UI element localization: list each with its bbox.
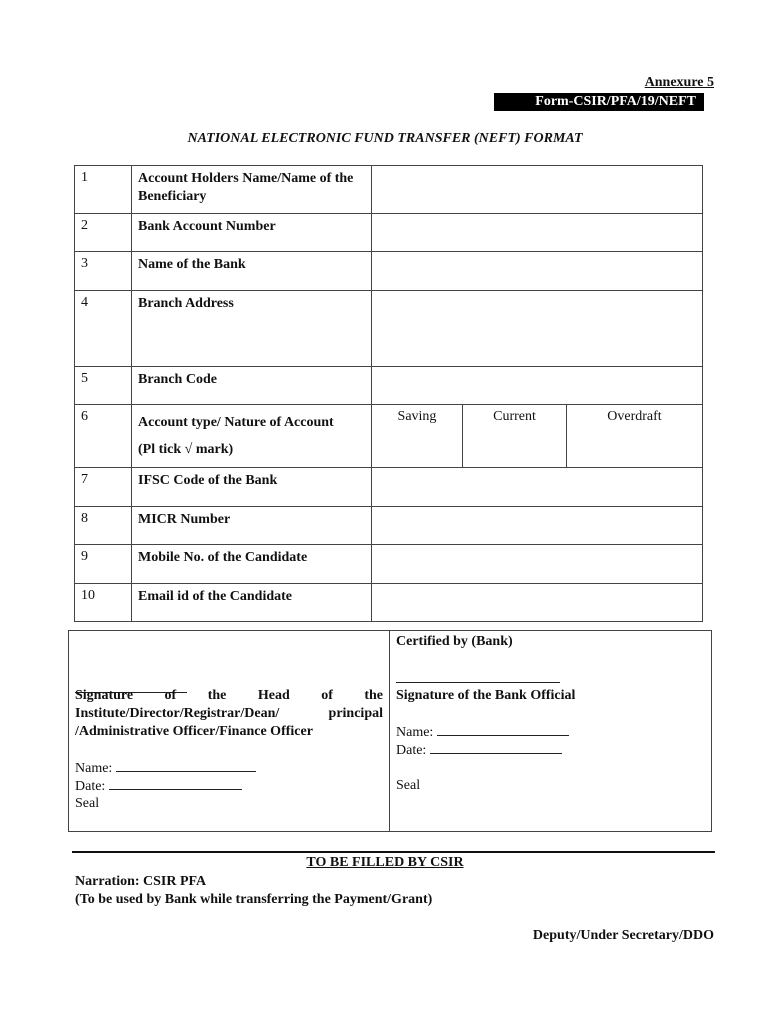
page-title: NATIONAL ELECTRONIC FUND TRANSFER (NEFT) FORMAT bbox=[187, 131, 583, 146]
bank-name-field[interactable] bbox=[372, 252, 703, 291]
annexure-label: Annexure 5 bbox=[644, 75, 714, 90]
row-number: 2 bbox=[75, 214, 132, 252]
row-label bbox=[132, 405, 372, 468]
table-row bbox=[75, 545, 703, 584]
branch-address-field[interactable] bbox=[372, 291, 703, 367]
tick-instruction: (Pl tick √ mark) bbox=[138, 442, 234, 457]
table-row bbox=[75, 291, 703, 367]
micr-number-field[interactable] bbox=[372, 507, 703, 545]
name-label: Name: bbox=[396, 725, 434, 740]
head-seal-label: Seal bbox=[75, 796, 100, 811]
head-signature-title: Signature of the Head of the Institute/Director/Registrar/Dean/ principal /Administrative Officer/Finance Officer bbox=[75, 688, 383, 739]
csir-section-heading: TO BE FILLED BY CSIR bbox=[306, 855, 464, 870]
bank-note-text: (To be used by Bank while transferring the Payment/Grant) bbox=[75, 892, 433, 907]
date-label: Date: bbox=[75, 779, 106, 794]
designation-text: Deputy/Under Secretary/DDO bbox=[532, 928, 714, 943]
option-current[interactable]: Current bbox=[463, 405, 567, 468]
row-label: Mobile No. of the Candidate bbox=[132, 545, 372, 584]
option-overdraft[interactable]: Overdraft bbox=[567, 405, 703, 468]
row-label: Account Holders Name/Name of the Beneficiary bbox=[132, 166, 372, 214]
bank-seal-label: Seal bbox=[396, 778, 421, 793]
bank-signature-title: Signature of the Bank Official bbox=[396, 688, 576, 703]
name-label: Name: bbox=[75, 761, 113, 776]
certified-by-label: Certified by (Bank) bbox=[396, 634, 513, 649]
table-row bbox=[75, 507, 703, 545]
neft-details-table bbox=[74, 165, 703, 622]
narration-text: Narration: CSIR PFA bbox=[75, 874, 207, 889]
account-number-field[interactable] bbox=[372, 214, 703, 252]
head-date-field[interactable] bbox=[75, 777, 242, 796]
option-saving[interactable]: Saving bbox=[372, 405, 463, 468]
date-label: Date: bbox=[396, 743, 427, 758]
signature-divider bbox=[389, 630, 390, 832]
beneficiary-name-field[interactable] bbox=[372, 166, 703, 214]
row-number: 6 bbox=[75, 405, 132, 468]
table-row bbox=[75, 214, 703, 252]
row-label: Email id of the Candidate bbox=[132, 584, 372, 622]
row-label: Bank Account Number bbox=[132, 214, 372, 252]
row-number: 9 bbox=[75, 545, 132, 584]
table-row bbox=[75, 468, 703, 507]
row-label: Name of the Bank bbox=[132, 252, 372, 291]
row-number: 5 bbox=[75, 367, 132, 405]
row-label: Branch Address bbox=[132, 291, 372, 367]
table-row bbox=[75, 584, 703, 622]
ifsc-code-field[interactable] bbox=[372, 468, 703, 507]
bank-date-field[interactable] bbox=[396, 741, 562, 760]
table-row bbox=[75, 252, 703, 291]
row-number: 4 bbox=[75, 291, 132, 367]
bank-signature-line[interactable] bbox=[396, 670, 560, 688]
row-number: 1 bbox=[75, 166, 132, 214]
form-code: Form-CSIR/PFA/19/NEFT bbox=[494, 93, 704, 111]
row-label: Branch Code bbox=[132, 367, 372, 405]
row-number: 3 bbox=[75, 252, 132, 291]
table-row bbox=[75, 166, 703, 214]
divider-rule bbox=[72, 851, 715, 853]
row-label: IFSC Code of the Bank bbox=[132, 468, 372, 507]
row-number: 10 bbox=[75, 584, 132, 622]
mobile-number-field[interactable] bbox=[372, 545, 703, 584]
account-type-label: Account type/ Nature of Account bbox=[138, 415, 334, 430]
row-label: MICR Number bbox=[132, 507, 372, 545]
bank-name-field[interactable] bbox=[396, 723, 569, 742]
email-field[interactable] bbox=[372, 584, 703, 622]
table-row bbox=[75, 367, 703, 405]
row-number: 8 bbox=[75, 507, 132, 545]
head-name-field[interactable] bbox=[75, 759, 256, 778]
branch-code-field[interactable] bbox=[372, 367, 703, 405]
table-row bbox=[75, 405, 703, 468]
row-number: 7 bbox=[75, 468, 132, 507]
